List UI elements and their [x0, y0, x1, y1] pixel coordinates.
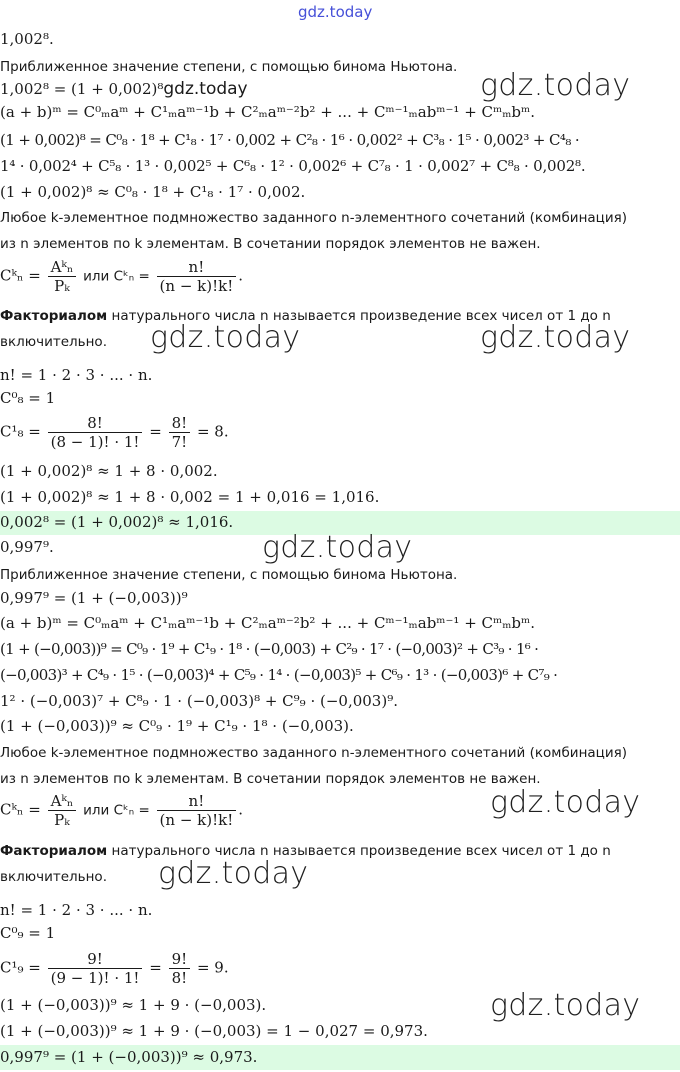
part2-subset2: из n элементов по k элементам. В сочетании порядок элементов не важен. — [0, 771, 541, 787]
watermark: gdz.today — [490, 785, 641, 820]
c1-mid: = — [149, 422, 162, 441]
part2-nfact: n! = 1 · 2 · 3 · ... · n. — [0, 901, 153, 919]
part1-answer: 0,002⁸ = (1 + 0,002)⁸ ≈ 1,016. — [0, 513, 234, 531]
fraction — [48, 258, 77, 295]
fraction — [169, 414, 191, 451]
c1-mid: = — [149, 958, 162, 977]
part2-factorial-def2: включительно. — [0, 869, 107, 885]
part2-c0: C⁰₉ = 1 — [0, 924, 56, 942]
ckn-left: Cᵏₙ = — [0, 800, 41, 819]
part1-line1 — [0, 79, 248, 99]
top-watermark[interactable]: gdz.today — [298, 3, 373, 21]
part1-binom-note: Приближенное значение степени, с помощью бинома Ньютона. — [0, 59, 458, 75]
fraction — [169, 950, 191, 987]
c1-end: = 9. — [196, 958, 229, 977]
part1-line1-expr: 1,002⁸ = (1 + 0,002)⁸ — [0, 80, 164, 98]
part2-c1 — [0, 950, 229, 987]
ckn-or: или Cᵏₙ = — [83, 802, 150, 819]
denominator: (n − k)!k! — [159, 811, 234, 829]
numerator: 9! — [48, 950, 143, 969]
ckn-left: Cᵏₙ = — [0, 266, 41, 285]
fraction — [48, 792, 77, 829]
part1-factorial-def2: включительно. — [0, 334, 107, 350]
fraction — [48, 414, 143, 451]
factorial-rest: натурального числа n называется произведение всех чисел от 1 до n — [107, 308, 611, 324]
part1-c1 — [0, 414, 229, 451]
watermark: gdz.today — [490, 988, 641, 1023]
watermark: gdz.today — [158, 856, 309, 891]
denominator: 8! — [171, 969, 188, 987]
part1-c0: C⁰₈ = 1 — [0, 389, 56, 407]
part1-approx2: (1 + 0,002)⁸ ≈ 1 + 8 · 0,002 = 1 + 0,016 = 1,016. — [0, 488, 380, 506]
denominator: 7! — [171, 433, 188, 451]
denominator: Pₖ — [54, 811, 70, 829]
numerator: Aᵏₙ — [48, 258, 77, 277]
denominator: (n − k)!k! — [159, 277, 234, 295]
numerator: 9! — [169, 950, 191, 969]
part1-line4: 1⁴ · 0,002⁴ + C⁵₈ · 1³ · 0,002⁵ + C⁶₈ · 1² · 0,002⁶ + C⁷₈ · 1 · 0,002⁷ + C⁸₈ · 0,002⁸. — [0, 157, 586, 175]
denominator: (9 − 1)! · 1! — [50, 969, 140, 987]
ckn-end: . — [238, 266, 244, 285]
part1-line1-tail: gdz.today — [163, 79, 248, 99]
numerator: 8! — [48, 414, 143, 433]
ckn-end: . — [238, 800, 244, 819]
part1-approx1: (1 + 0,002)⁸ ≈ 1 + 8 · 0,002. — [0, 462, 218, 480]
part2-ckn-formula — [0, 792, 243, 829]
watermark: gdz.today — [262, 530, 413, 565]
watermark: gdz.today — [150, 320, 301, 355]
factorial-bold: Факториалом — [0, 843, 108, 859]
part2-line1: 0,997⁹ = (1 + (−0,003))⁹ — [0, 589, 188, 607]
part2-heading: 0,997⁹. — [0, 538, 54, 556]
numerator: n! — [157, 792, 237, 811]
part2-line5: 1² · (−0,003)⁷ + C⁸₉ · 1 · (−0,003)⁸ + C⁹₉ · (−0,003)⁹. — [0, 692, 398, 710]
part1-subset1: Любое k-элементное подмножество заданного n-элементного сочетаний (комбинация) — [0, 210, 628, 226]
part2-subset1: Любое k-элементное подмножество заданного n-элементного сочетаний (комбинация) — [0, 745, 628, 761]
part2-approx2: (1 + (−0,003))⁹ ≈ 1 + 9 · (−0,003) = 1 − 0,027 = 0,973. — [0, 1022, 428, 1040]
numerator: 8! — [169, 414, 191, 433]
part2-binom-note: Приближенное значение степени, с помощью бинома Ньютона. — [0, 567, 458, 583]
c1-end: = 8. — [196, 422, 229, 441]
part2-approx1: (1 + (−0,003))⁹ ≈ 1 + 9 · (−0,003). — [0, 996, 267, 1014]
part1-subset2: из n элементов по k элементам. В сочетании порядок элементов не важен. — [0, 236, 541, 252]
part2-line6: (1 + (−0,003))⁹ ≈ C⁰₉ · 1⁹ + C¹₉ · 1⁸ · (−0,003). — [0, 717, 354, 735]
numerator: n! — [157, 258, 237, 277]
part1-ckn-formula — [0, 258, 243, 295]
part1-line2: (a + b)ᵐ = C⁰ₘaᵐ + C¹ₘaᵐ⁻¹b + C²ₘaᵐ⁻²b² + ... + Cᵐ⁻¹ₘabᵐ⁻¹ + Cᵐₘbᵐ. — [0, 103, 535, 121]
c1-left: C¹₉ = — [0, 958, 41, 977]
denominator: (8 − 1)! · 1! — [50, 433, 140, 451]
part2-answer: 0,997⁹ = (1 + (−0,003))⁹ ≈ 0,973. — [0, 1048, 258, 1066]
fraction — [157, 792, 237, 829]
fraction — [157, 258, 237, 295]
c1-left: C¹₈ = — [0, 422, 41, 441]
watermark: gdz.today — [480, 320, 631, 355]
part2-line2: (a + b)ᵐ = C⁰ₘaᵐ + C¹ₘaᵐ⁻¹b + C²ₘaᵐ⁻²b² + ... + Cᵐ⁻¹ₘabᵐ⁻¹ + Cᵐₘbᵐ. — [0, 614, 535, 632]
ckn-or: или Cᵏₙ = — [83, 268, 150, 285]
denominator: Pₖ — [54, 277, 70, 295]
part1-line3: (1 + 0,002)⁸ = C⁰₈ · 1⁸ + C¹₈ · 1⁷ · 0,002 + C²₈ · 1⁶ · 0,002² + C³₈ · 1⁵ · 0,002³ + C⁴₈ · — [0, 131, 580, 149]
part1-heading: 1,002⁸. — [0, 30, 54, 48]
part2-line3: (1 + (−0,003))⁹ = C⁰₉ · 1⁹ + C¹₉ · 1⁸ · (−0,003) + C²₉ · 1⁷ · (−0,003)² + C³₉ · 1⁶ · — [0, 640, 539, 658]
factorial-bold: Факториалом — [0, 308, 108, 324]
part1-nfact: n! = 1 · 2 · 3 · ... · n. — [0, 366, 153, 384]
numerator: Aᵏₙ — [48, 792, 77, 811]
watermark: gdz.today — [480, 68, 631, 103]
factorial-rest: натурального числа n называется произведение всех чисел от 1 до n — [107, 843, 611, 859]
part1-line5: (1 + 0,002)⁸ ≈ C⁰₈ · 1⁸ + C¹₈ · 1⁷ · 0,002. — [0, 183, 306, 201]
fraction — [48, 950, 143, 987]
part2-line4: (−0,003)³ + C⁴₉ · 1⁵ · (−0,003)⁴ + C⁵₉ · 1⁴ · (−0,003)⁵ + C⁶₉ · 1³ · (−0,003)⁶ + C⁷₉ · — [0, 666, 558, 684]
